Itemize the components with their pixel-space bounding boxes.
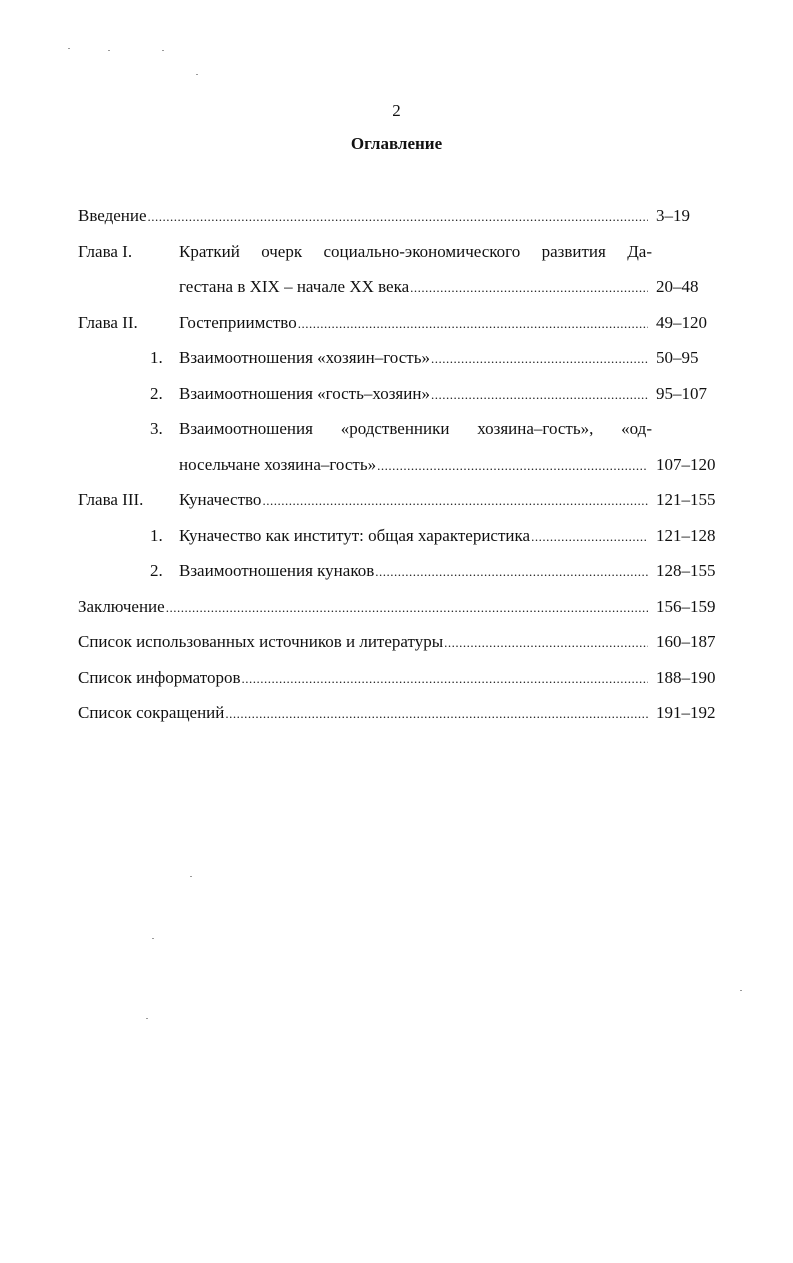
- section-number: 1.: [150, 348, 163, 367]
- scan-speck: [146, 1018, 148, 1019]
- toc-entry-title: Список информаторов: [78, 667, 241, 687]
- toc-entry-section-2-3-cont: [78, 447, 728, 483]
- dot-leader: [148, 199, 648, 235]
- dot-leader: [377, 448, 648, 484]
- toc-entry-pages: 20–48: [656, 277, 699, 296]
- dot-leader: [262, 483, 648, 519]
- toc-entry-section-2-1: [78, 340, 728, 376]
- dot-leader: [431, 341, 648, 377]
- section-number: 2.: [150, 561, 163, 580]
- page-title: Оглавление: [350, 134, 443, 153]
- scan-speck: [190, 876, 192, 877]
- toc-entry-title: Куначество: [179, 490, 262, 509]
- chapter-label: Глава II.: [78, 312, 138, 332]
- scan-speck: [68, 48, 70, 49]
- toc-entry-abbreviations: [78, 695, 728, 731]
- toc-entry-pages: 3–19: [656, 206, 690, 225]
- toc-entry-title: Взаимоотношения кунаков: [179, 561, 375, 580]
- scan-speck: [162, 50, 164, 51]
- toc-entry-title: Список сокращений: [78, 703, 225, 722]
- toc-entry-section-2-2: [78, 376, 728, 412]
- dot-leader: [531, 519, 648, 555]
- toc-entry-title: Введение: [78, 206, 147, 225]
- dot-leader: [225, 696, 648, 732]
- toc-entry-title: Взаимоотношения «хозяин–гость»: [179, 348, 430, 367]
- dot-leader: [444, 625, 648, 661]
- chapter-label: Глава III.: [78, 490, 144, 509]
- toc-entry-pages: 49–120: [656, 312, 707, 332]
- dot-leader: [298, 306, 648, 342]
- toc-entry-pages: 50–95: [656, 348, 699, 367]
- toc-entry-chapter-2: [78, 305, 728, 341]
- toc-entry-title-line1: Краткий очерк социально-экономического развития Да-: [179, 241, 652, 261]
- toc-entry-title-line1: Взаимоотношения «родственники хозяина–гость», «од-: [179, 419, 652, 438]
- dot-leader: [166, 590, 648, 626]
- scan-speck: [196, 74, 198, 75]
- toc-entry-title-line2: носельчане хозяина–гость»: [179, 454, 377, 474]
- toc-entry-section-2-3: [78, 411, 728, 447]
- dot-leader: [431, 377, 648, 413]
- toc-entry-title-line2: гестана в XIX – начале XX века: [179, 277, 410, 296]
- scan-speck: [108, 50, 110, 51]
- toc-entry-pages: 128–155: [656, 561, 716, 580]
- toc-entry-section-3-2: [78, 553, 728, 589]
- scan-speck: [152, 938, 154, 939]
- section-number: 2.: [150, 383, 163, 403]
- toc-entry-title: Гостеприимство: [179, 312, 297, 332]
- toc-entry-pages: 191–192: [656, 703, 716, 722]
- toc-entry-pages: 160–187: [656, 632, 716, 651]
- toc-entry-title: Список использованных источников и литературы: [78, 632, 444, 651]
- toc-entry-section-3-1: [78, 518, 728, 554]
- dot-leader: [242, 661, 648, 697]
- toc-entry-title: Взаимоотношения «гость–хозяин»: [179, 383, 430, 403]
- toc-entry-pages: 188–190: [656, 667, 716, 687]
- toc-entry-pages: 121–155: [656, 490, 716, 509]
- toc-entry-chapter-3: [78, 482, 728, 518]
- toc-entry-bibliography: [78, 624, 728, 660]
- section-number: 3.: [150, 419, 163, 438]
- dot-leader: [375, 554, 648, 590]
- table-of-contents: [78, 198, 728, 731]
- toc-entry-chapter-1: [78, 234, 728, 270]
- scan-speck: [740, 990, 742, 991]
- toc-entry-pages: 95–107: [656, 383, 707, 403]
- toc-entry-chapter-1-cont: [78, 269, 728, 305]
- toc-entry-title: Куначество как институт: общая характеристика: [179, 525, 531, 545]
- toc-entry-conclusion: [78, 589, 728, 625]
- section-number: 1.: [150, 525, 163, 545]
- toc-entry-pages: 107–120: [656, 454, 716, 474]
- toc-entry-pages: 156–159: [656, 596, 716, 616]
- toc-entry-pages: 121–128: [656, 525, 716, 545]
- dot-leader: [410, 270, 648, 306]
- toc-entry-introduction: [78, 198, 728, 234]
- chapter-label: Глава I.: [78, 241, 133, 261]
- toc-entry-title: Заключение: [78, 596, 165, 616]
- page-number: 2: [392, 101, 401, 120]
- toc-entry-informants: [78, 660, 728, 696]
